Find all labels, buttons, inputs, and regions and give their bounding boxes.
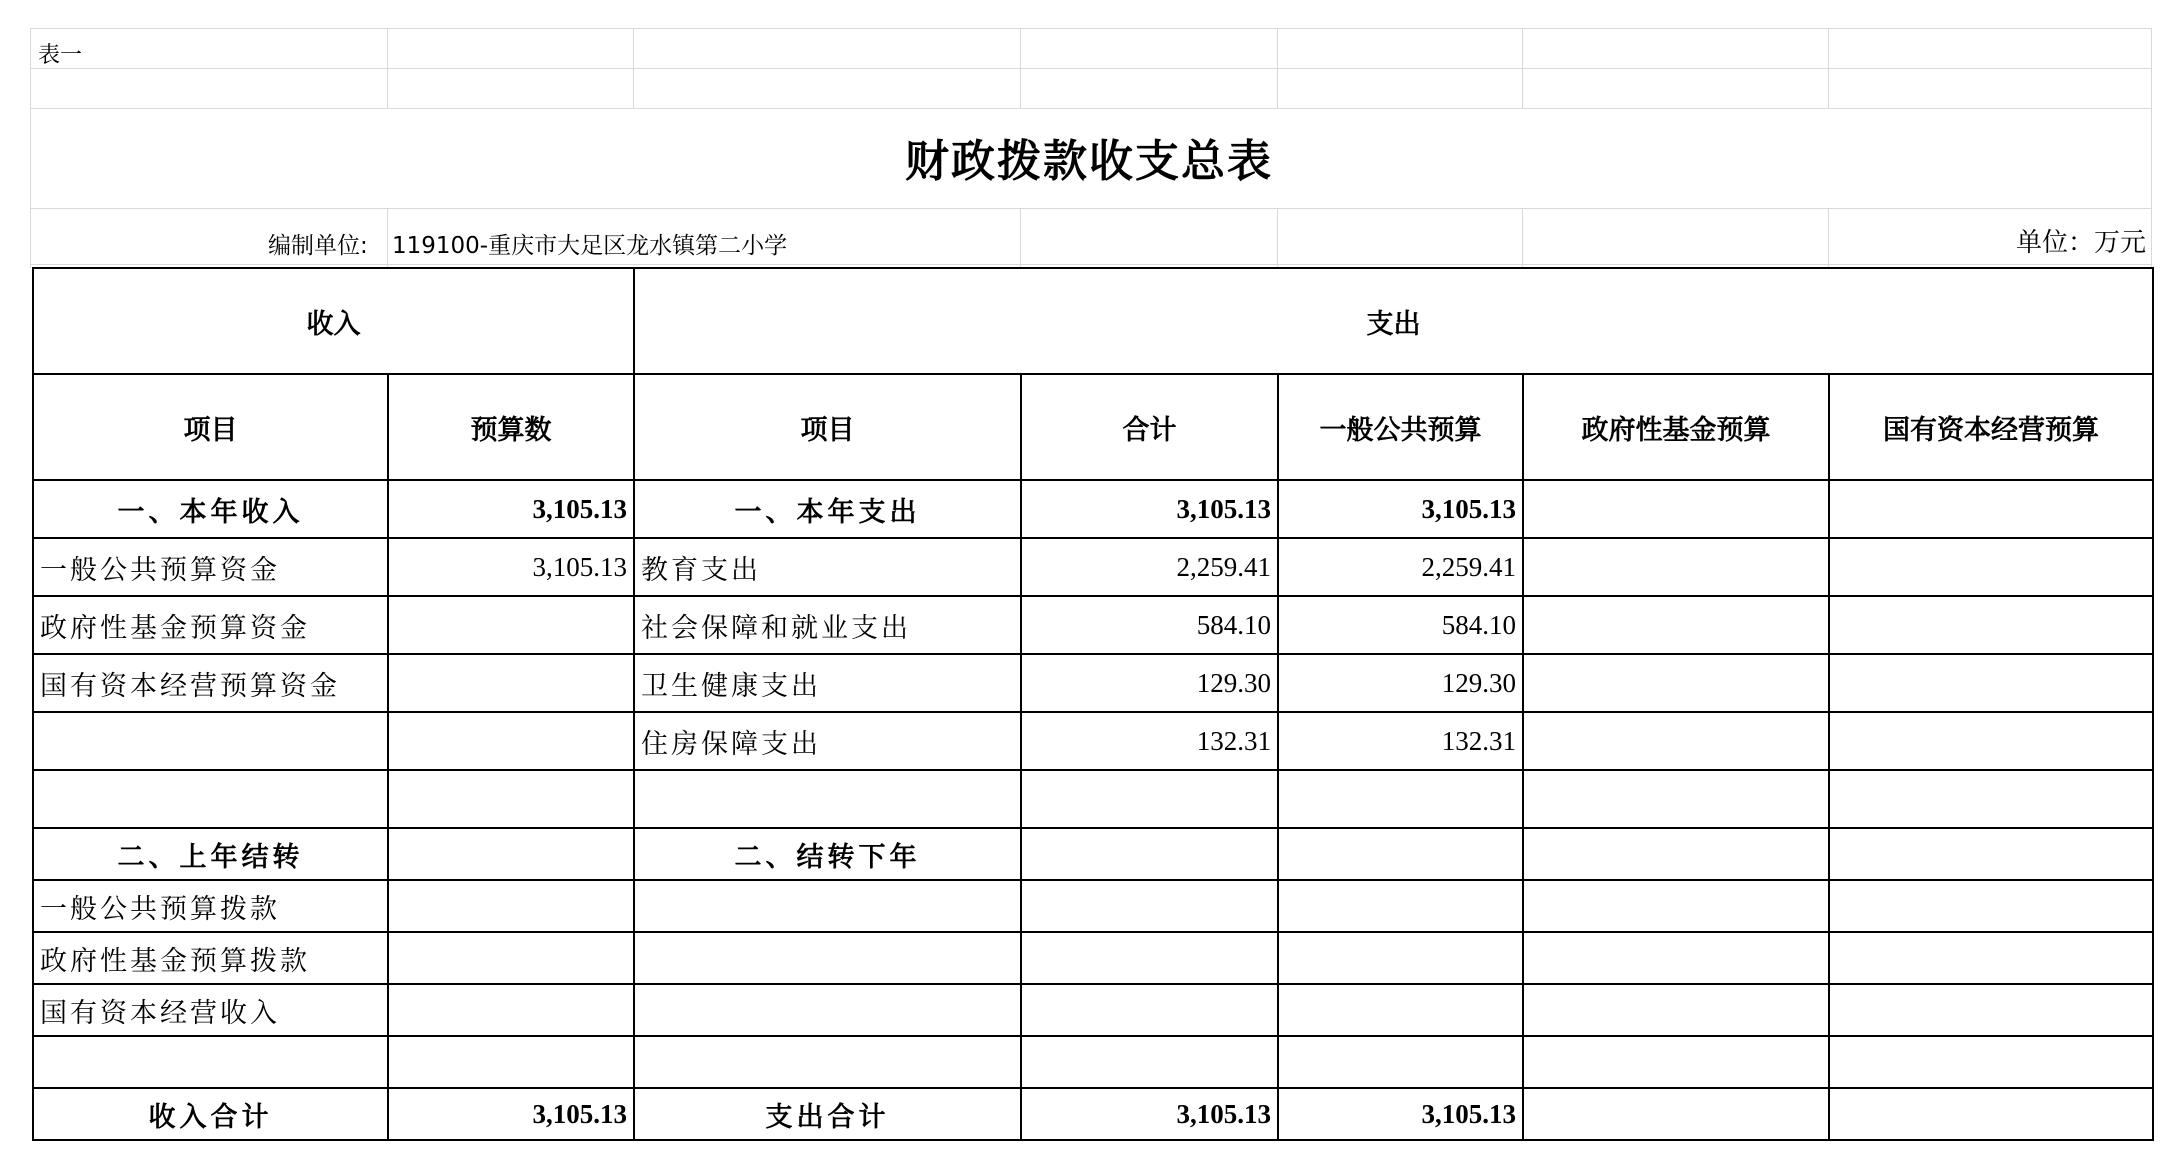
cell-income-item: 收入合计 — [33, 1088, 388, 1140]
cell-general-budget — [1278, 932, 1523, 984]
unit-label: 单位：万元 — [2015, 228, 2146, 258]
col-header-general-budget: 一般公共预算 — [1278, 374, 1523, 480]
cell-income-budget — [388, 712, 634, 770]
cell-state-capital-budget — [1829, 828, 2153, 880]
cell-expense-total — [1021, 880, 1278, 932]
cell-expense-total — [1021, 1036, 1278, 1088]
cell-expense-total — [1021, 984, 1278, 1036]
cell-expense-total: 584.10 — [1021, 596, 1278, 654]
expense-header: 支出 — [634, 268, 2153, 374]
cell-state-capital-budget — [1829, 932, 2153, 984]
cell-expense-item — [634, 1036, 1021, 1088]
group-header-row — [33, 268, 2153, 374]
cell-income-item: 国有资本经营预算资金 — [33, 654, 388, 712]
cell-gov-fund-budget — [1523, 480, 1829, 538]
table-row — [33, 538, 2153, 596]
cell-income-item: 一、本年收入 — [33, 480, 388, 538]
cell-income-budget: 3,105.13 — [388, 480, 634, 538]
cell-state-capital-budget — [1829, 1036, 2153, 1088]
cell-general-budget — [1278, 828, 1523, 880]
cell-income-item — [33, 1036, 388, 1088]
table-row — [33, 596, 2153, 654]
cell-income-budget — [388, 596, 634, 654]
cell-income-budget: 3,105.13 — [388, 538, 634, 596]
cell-income-item: 二、上年结转 — [33, 828, 388, 880]
cell-state-capital-budget — [1829, 480, 2153, 538]
cell-expense-total: 2,259.41 — [1021, 538, 1278, 596]
cell-state-capital-budget — [1829, 880, 2153, 932]
cell-expense-total — [1021, 932, 1278, 984]
page-title: 财政拨款收支总表 — [905, 136, 1273, 187]
cell-expense-item — [634, 984, 1021, 1036]
table-row — [33, 880, 2153, 932]
sheet-label: 表一 — [38, 43, 83, 68]
table-row — [33, 480, 2153, 538]
cell-general-budget: 2,259.41 — [1278, 538, 1523, 596]
col-header-budget: 预算数 — [388, 374, 634, 480]
cell-income-budget — [388, 880, 634, 932]
cell-income-budget — [388, 932, 634, 984]
cell-expense-item: 卫生健康支出 — [634, 654, 1021, 712]
cell-general-budget — [1278, 984, 1523, 1036]
cell-gov-fund-budget — [1523, 712, 1829, 770]
cell-general-budget — [1278, 770, 1523, 828]
col-header-total: 合计 — [1021, 374, 1278, 480]
org-value: 119100-重庆市大足区龙水镇第二小学 — [392, 233, 788, 259]
cell-state-capital-budget — [1829, 1088, 2153, 1140]
cell-general-budget: 3,105.13 — [1278, 1088, 1523, 1140]
cell-income-budget — [388, 654, 634, 712]
cell-expense-total — [1021, 828, 1278, 880]
cell-expense-item: 二、结转下年 — [634, 828, 1021, 880]
org-label: 编制单位: — [268, 233, 368, 259]
cell-income-budget — [388, 770, 634, 828]
cell-expense-total: 3,105.13 — [1021, 480, 1278, 538]
cell-income-budget — [388, 984, 634, 1036]
table-row — [33, 984, 2153, 1036]
cell-gov-fund-budget — [1523, 596, 1829, 654]
cell-state-capital-budget — [1829, 538, 2153, 596]
cell-general-budget: 129.30 — [1278, 654, 1523, 712]
col-header-expense-item: 项目 — [634, 374, 1021, 480]
cell-income-item: 政府性基金预算资金 — [33, 596, 388, 654]
col-header-gov-fund-budget: 政府性基金预算 — [1523, 374, 1829, 480]
cell-income-budget — [388, 828, 634, 880]
cell-gov-fund-budget — [1523, 770, 1829, 828]
cell-expense-item — [634, 932, 1021, 984]
cell-general-budget: 132.31 — [1278, 712, 1523, 770]
table-row — [33, 932, 2153, 984]
cell-gov-fund-budget — [1523, 984, 1829, 1036]
table-row — [33, 770, 2153, 828]
cell-income-item: 政府性基金预算拨款 — [33, 932, 388, 984]
cell-income-item — [33, 712, 388, 770]
cell-gov-fund-budget — [1523, 880, 1829, 932]
cell-state-capital-budget — [1829, 654, 2153, 712]
cell-income-item: 一般公共预算资金 — [33, 538, 388, 596]
cell-gov-fund-budget — [1523, 1088, 1829, 1140]
cell-gov-fund-budget — [1523, 1036, 1829, 1088]
table-row — [33, 828, 2153, 880]
cell-state-capital-budget — [1829, 712, 2153, 770]
cell-general-budget: 584.10 — [1278, 596, 1523, 654]
cell-general-budget — [1278, 1036, 1523, 1088]
cell-general-budget — [1278, 880, 1523, 932]
table-row — [33, 712, 2153, 770]
col-header-state-capital-budget: 国有资本经营预算 — [1829, 374, 2153, 480]
cell-expense-item — [634, 770, 1021, 828]
cell-income-item — [33, 770, 388, 828]
cell-expense-item: 支出合计 — [634, 1088, 1021, 1140]
cell-income-budget: 3,105.13 — [388, 1088, 634, 1140]
table-row — [33, 654, 2153, 712]
cell-gov-fund-budget — [1523, 828, 1829, 880]
cell-expense-item: 教育支出 — [634, 538, 1021, 596]
cell-gov-fund-budget — [1523, 932, 1829, 984]
cell-expense-total: 3,105.13 — [1021, 1088, 1278, 1140]
column-header-row — [33, 374, 2153, 480]
col-header-income-item: 项目 — [33, 374, 388, 480]
fiscal-summary-table — [32, 267, 2154, 1141]
cell-expense-item: 社会保障和就业支出 — [634, 596, 1021, 654]
cell-general-budget: 3,105.13 — [1278, 480, 1523, 538]
cell-state-capital-budget — [1829, 596, 2153, 654]
cell-expense-total: 132.31 — [1021, 712, 1278, 770]
cell-gov-fund-budget — [1523, 654, 1829, 712]
cell-expense-item: 住房保障支出 — [634, 712, 1021, 770]
cell-state-capital-budget — [1829, 770, 2153, 828]
income-header: 收入 — [33, 268, 634, 374]
cell-expense-total: 129.30 — [1021, 654, 1278, 712]
table-row — [33, 1036, 2153, 1088]
table-row — [33, 1088, 2153, 1140]
cell-gov-fund-budget — [1523, 538, 1829, 596]
cell-state-capital-budget — [1829, 984, 2153, 1036]
cell-income-item: 国有资本经营收入 — [33, 984, 388, 1036]
cell-income-budget — [388, 1036, 634, 1088]
cell-income-item: 一般公共预算拨款 — [33, 880, 388, 932]
cell-expense-item: 一、本年支出 — [634, 480, 1021, 538]
cell-expense-total — [1021, 770, 1278, 828]
cell-expense-item — [634, 880, 1021, 932]
